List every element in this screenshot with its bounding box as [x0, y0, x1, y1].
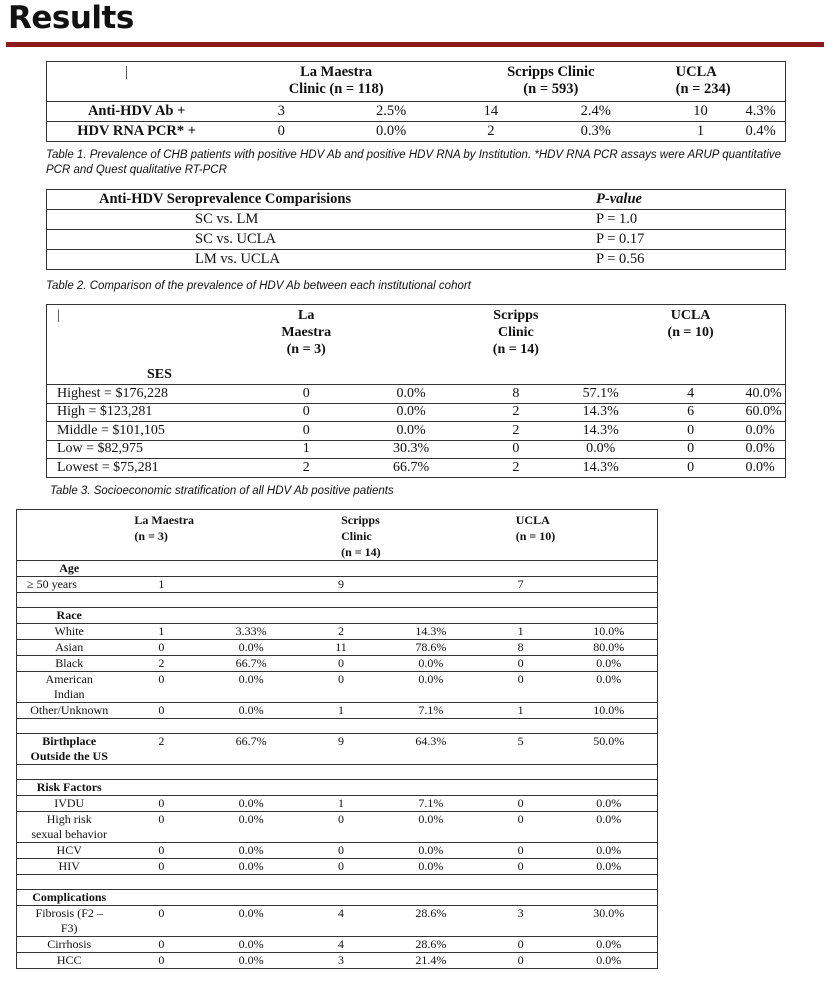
cell: 0	[301, 812, 381, 843]
cell: 0.0%	[561, 672, 658, 703]
cell: 0.3%	[536, 122, 656, 142]
cell: 28.6%	[381, 906, 481, 937]
cell: 0	[121, 672, 201, 703]
col-header-ucla: UCLA (n = 10)	[667, 308, 714, 340]
cell	[301, 780, 381, 796]
cell: 7	[481, 577, 561, 593]
cell: 66.7%	[201, 656, 301, 672]
cell: 0.0%	[381, 656, 481, 672]
cell: 78.6%	[381, 640, 481, 656]
table-4-demographics	[16, 509, 658, 969]
cell: 0.0%	[336, 122, 446, 142]
cell: 1	[121, 577, 201, 593]
comparison-cell: SC vs. UCLA	[47, 230, 467, 250]
cell: 3	[481, 906, 561, 937]
cell: 0.0%	[381, 812, 481, 843]
cell: 30.0%	[561, 906, 658, 937]
cell: 0.0%	[201, 640, 301, 656]
cell	[561, 608, 658, 624]
table-row	[47, 210, 786, 230]
cell: 0	[481, 859, 561, 875]
cell: 14.3%	[566, 459, 636, 478]
col-header-scripps: Scripps Clinic (n = 593)	[446, 62, 656, 102]
cell: 0	[121, 812, 201, 843]
cell: 1	[301, 796, 381, 812]
cell: 0.0%	[745, 422, 785, 441]
table-row	[47, 385, 786, 404]
cell	[561, 890, 658, 906]
table-header-row	[47, 305, 786, 366]
table-1-prevalence	[46, 61, 786, 142]
cell: 40.0%	[745, 385, 785, 404]
cell	[481, 719, 561, 734]
cell	[561, 719, 658, 734]
cell	[301, 593, 381, 608]
comparison-header: Anti-HDV Seroprevalence Comparisions	[47, 190, 467, 210]
cell	[201, 875, 301, 890]
cell	[381, 780, 481, 796]
table-row	[17, 577, 658, 593]
cell: 4	[301, 906, 381, 937]
row-label: HDV RNA PCR* +	[47, 122, 227, 142]
cell	[381, 561, 481, 577]
ses-label: SES	[47, 365, 257, 385]
cell: 1	[121, 624, 201, 640]
cell: 0	[636, 422, 746, 441]
cell: 10.0%	[561, 703, 658, 719]
p-value-cell: P = 0.17	[466, 230, 785, 250]
cell: 9	[301, 577, 381, 593]
table-row	[47, 122, 786, 142]
row-label: HCV	[17, 843, 122, 859]
table-2-caption: Table 2. Comparison of the prevalence of HDV Ab between each institutional cohort	[46, 280, 471, 292]
table-row	[17, 812, 658, 843]
cell	[561, 765, 658, 780]
row-label: Middle = $101,105	[47, 422, 257, 441]
cell	[481, 890, 561, 906]
comparison-cell: LM vs. UCLA	[47, 250, 467, 270]
p-value-cell: P = 0.56	[466, 250, 785, 270]
cell	[121, 875, 201, 890]
cell: 50.0%	[561, 734, 658, 765]
cell: 1	[301, 703, 381, 719]
cell	[121, 561, 201, 577]
spacer-row	[17, 875, 658, 890]
cell: 0	[121, 843, 201, 859]
cell: 14.3%	[566, 403, 636, 422]
cell: 0	[121, 859, 201, 875]
cell: 57.1%	[566, 385, 636, 404]
cell: 8	[466, 385, 566, 404]
table-3-ses	[46, 304, 786, 478]
cell	[301, 608, 381, 624]
row-label: Low = $82,975	[47, 440, 257, 459]
cell: 0	[481, 672, 561, 703]
cell: 0.0%	[381, 843, 481, 859]
cell: 2	[256, 459, 356, 478]
cell: 0	[256, 403, 356, 422]
cell: 30.3%	[356, 440, 466, 459]
table-row	[17, 624, 658, 640]
cell: 0	[636, 440, 746, 459]
cell	[301, 890, 381, 906]
cell: 0	[121, 953, 201, 969]
cell: 2.4%	[536, 102, 656, 122]
table-header-row	[47, 62, 786, 102]
ses-row	[47, 365, 786, 385]
cell: 0	[226, 122, 336, 142]
cell: 11	[301, 640, 381, 656]
cell: 3	[301, 953, 381, 969]
spacer-row	[17, 765, 658, 780]
col-header-la-maestra: La Maestra Clinic (n = 118)	[226, 62, 446, 102]
cell: 0.0%	[201, 859, 301, 875]
row-label: HIV	[17, 859, 122, 875]
table-3-caption: Table 3. Socioeconomic stratification of all HDV Ab positive patients	[50, 485, 394, 497]
cell: 2	[466, 422, 566, 441]
section-title: Risk Factors	[17, 780, 122, 796]
cell: 10	[656, 102, 746, 122]
cell	[481, 875, 561, 890]
cell	[561, 593, 658, 608]
cell: 4.3%	[745, 102, 785, 122]
cell: 21.4%	[381, 953, 481, 969]
cell: 64.3%	[381, 734, 481, 765]
table-row	[17, 843, 658, 859]
p-value-cell: P = 1.0	[466, 210, 785, 230]
row-label: Asian	[17, 640, 122, 656]
section-title: Complications	[17, 890, 122, 906]
section-row	[17, 608, 658, 624]
cell	[381, 890, 481, 906]
cell: 80.0%	[561, 640, 658, 656]
cell	[301, 719, 381, 734]
col-header-ucla: UCLA (n = 234)	[656, 62, 786, 102]
cell: 0.0%	[745, 459, 785, 478]
cell: 0	[256, 385, 356, 404]
table-header-row	[17, 510, 658, 561]
cell: 3	[226, 102, 336, 122]
header-cursor: |	[47, 62, 227, 102]
cell	[201, 719, 301, 734]
cell: 1	[656, 122, 746, 142]
section-title: Race	[17, 608, 122, 624]
cell: 9	[301, 734, 381, 765]
cell: 14.3%	[566, 422, 636, 441]
cell: 1	[481, 624, 561, 640]
spacer-row	[17, 719, 658, 734]
cell	[121, 765, 201, 780]
cell: 0	[481, 953, 561, 969]
col-header-scripps: Scripps Clinic (n = 14)	[492, 308, 539, 357]
cell	[201, 608, 301, 624]
cell	[121, 890, 201, 906]
cell: 0.0%	[201, 937, 301, 953]
cell: 4	[301, 937, 381, 953]
row-label: Other/Unknown	[17, 703, 122, 719]
row-label: White	[17, 624, 122, 640]
cell: 0.0%	[561, 843, 658, 859]
cell	[481, 561, 561, 577]
cell	[301, 561, 381, 577]
cell: 1	[481, 703, 561, 719]
cell	[561, 780, 658, 796]
cell: 0.0%	[201, 843, 301, 859]
cell: 0.0%	[356, 403, 466, 422]
row-label: Black	[17, 656, 122, 672]
cell: 0	[481, 937, 561, 953]
cell: 2	[301, 624, 381, 640]
col-header-la-maestra: La Maestra (n = 3)	[121, 510, 301, 561]
cell: 0.0%	[381, 672, 481, 703]
cell	[481, 780, 561, 796]
cell	[201, 765, 301, 780]
cell: 5	[481, 734, 561, 765]
table-row	[47, 230, 786, 250]
table-row	[17, 906, 658, 937]
cell: 0	[466, 440, 566, 459]
row-label: American Indian	[17, 672, 122, 703]
cell: 7.1%	[381, 703, 481, 719]
cell	[381, 719, 481, 734]
row-label: Anti-HDV Ab +	[47, 102, 227, 122]
row-label: Cirrhosis	[17, 937, 122, 953]
cell: 0.0%	[561, 859, 658, 875]
cell: 66.7%	[201, 734, 301, 765]
cell	[381, 593, 481, 608]
cell	[201, 561, 301, 577]
row-label: Lowest = $75,281	[47, 459, 257, 478]
spacer	[17, 875, 122, 890]
cell: 3.33%	[201, 624, 301, 640]
cell: 0	[301, 859, 381, 875]
cell: 66.7%	[356, 459, 466, 478]
cell: 0	[121, 640, 201, 656]
spacer	[17, 593, 122, 608]
cell	[561, 561, 658, 577]
table-row	[17, 937, 658, 953]
cell: 0.0%	[561, 656, 658, 672]
cell: 0.0%	[561, 937, 658, 953]
cell: 1	[256, 440, 356, 459]
cell: 8	[481, 640, 561, 656]
table-row	[17, 703, 658, 719]
cell: 2	[446, 122, 536, 142]
cell	[201, 577, 301, 593]
cell: 0	[481, 843, 561, 859]
cell	[301, 765, 381, 780]
cell: 0	[636, 459, 746, 478]
cell: 0.0%	[201, 796, 301, 812]
row-label: High risk sexual behavior	[17, 812, 122, 843]
cell: 0	[121, 906, 201, 937]
cell: 14	[446, 102, 536, 122]
cell: 0.0%	[561, 953, 658, 969]
table-1-caption: Table 1. Prevalence of CHB patients with positive HDV Ab and positive HDV RNA by Institution. *HDV RNA PCR assays were ARUP quantitative PCR and Quest qualitative RT-PCR	[46, 149, 782, 176]
cell: 0.0%	[566, 440, 636, 459]
cell: 10.0%	[561, 624, 658, 640]
cell	[201, 890, 301, 906]
cell	[381, 608, 481, 624]
cell: 2	[466, 403, 566, 422]
table-2-comparisons	[46, 189, 786, 270]
cell: 0.0%	[201, 953, 301, 969]
cell	[121, 780, 201, 796]
cell: 4	[636, 385, 746, 404]
p-value-header: P-value	[466, 190, 785, 210]
cell	[481, 593, 561, 608]
cell	[481, 608, 561, 624]
cell: 2	[121, 656, 201, 672]
cell: 0.0%	[356, 422, 466, 441]
table-row	[17, 796, 658, 812]
cell: 0.0%	[356, 385, 466, 404]
cell	[481, 765, 561, 780]
cell: 0.4%	[745, 122, 785, 142]
cell	[561, 577, 658, 593]
table-row	[17, 656, 658, 672]
section-row	[17, 734, 658, 765]
col-header-ucla: UCLA (n = 10)	[481, 510, 658, 561]
table-row	[17, 953, 658, 969]
cell	[381, 765, 481, 780]
table-row	[47, 403, 786, 422]
section-row	[17, 890, 658, 906]
spacer	[17, 719, 122, 734]
cell: 2	[466, 459, 566, 478]
row-label: Fibrosis (F2 – F3)	[17, 906, 122, 937]
section-row	[17, 561, 658, 577]
cell: 0.0%	[561, 812, 658, 843]
cell: 0	[121, 796, 201, 812]
cell: 2.5%	[336, 102, 446, 122]
cell: 0	[481, 796, 561, 812]
cell	[121, 593, 201, 608]
table-row	[47, 440, 786, 459]
cell: 2	[121, 734, 201, 765]
row-label: Highest = $176,228	[47, 385, 257, 404]
row-label: Birthplace Outside the US	[17, 734, 122, 765]
cell: 6	[636, 403, 746, 422]
cell	[121, 719, 201, 734]
cell: 0.0%	[201, 703, 301, 719]
cell: 0	[301, 656, 381, 672]
cell: 0	[481, 812, 561, 843]
cell	[121, 608, 201, 624]
table-row	[47, 459, 786, 478]
section-title: Age	[17, 561, 122, 577]
cell	[301, 875, 381, 890]
section-row	[17, 780, 658, 796]
row-label: ≥ 50 years	[17, 577, 122, 593]
table-row	[17, 859, 658, 875]
header-cursor: |	[57, 308, 60, 323]
cell: 60.0%	[745, 403, 785, 422]
cell	[561, 875, 658, 890]
cell	[381, 875, 481, 890]
cell	[381, 577, 481, 593]
page-title: Results	[8, 0, 134, 36]
table-header-row	[47, 190, 786, 210]
cell: 0	[121, 937, 201, 953]
cell	[201, 593, 301, 608]
cell: 0.0%	[201, 906, 301, 937]
row-label: HCC	[17, 953, 122, 969]
col-header-la-maestra: La Maestra (n = 3)	[281, 308, 332, 357]
comparison-cell: SC vs. LM	[47, 210, 467, 230]
cell: 0.0%	[745, 440, 785, 459]
cell	[201, 780, 301, 796]
cell: 0	[121, 703, 201, 719]
col-header-scripps: Scripps Clinic (n = 14)	[301, 510, 481, 561]
title-divider	[6, 42, 824, 47]
cell: 0	[301, 672, 381, 703]
cell: 0	[301, 843, 381, 859]
spacer-row	[17, 593, 658, 608]
table-row	[17, 672, 658, 703]
cell: 0	[481, 656, 561, 672]
cell: 28.6%	[381, 937, 481, 953]
table-row	[47, 422, 786, 441]
table-row	[47, 250, 786, 270]
cell: 0	[256, 422, 356, 441]
spacer	[17, 765, 122, 780]
cell: 0.0%	[201, 672, 301, 703]
table-row	[17, 640, 658, 656]
row-label: High = $123,281	[47, 403, 257, 422]
cell: 0.0%	[201, 812, 301, 843]
table-row	[47, 102, 786, 122]
row-label: IVDU	[17, 796, 122, 812]
cell: 7.1%	[381, 796, 481, 812]
cell: 0.0%	[561, 796, 658, 812]
cell: 14.3%	[381, 624, 481, 640]
cell: 0.0%	[381, 859, 481, 875]
